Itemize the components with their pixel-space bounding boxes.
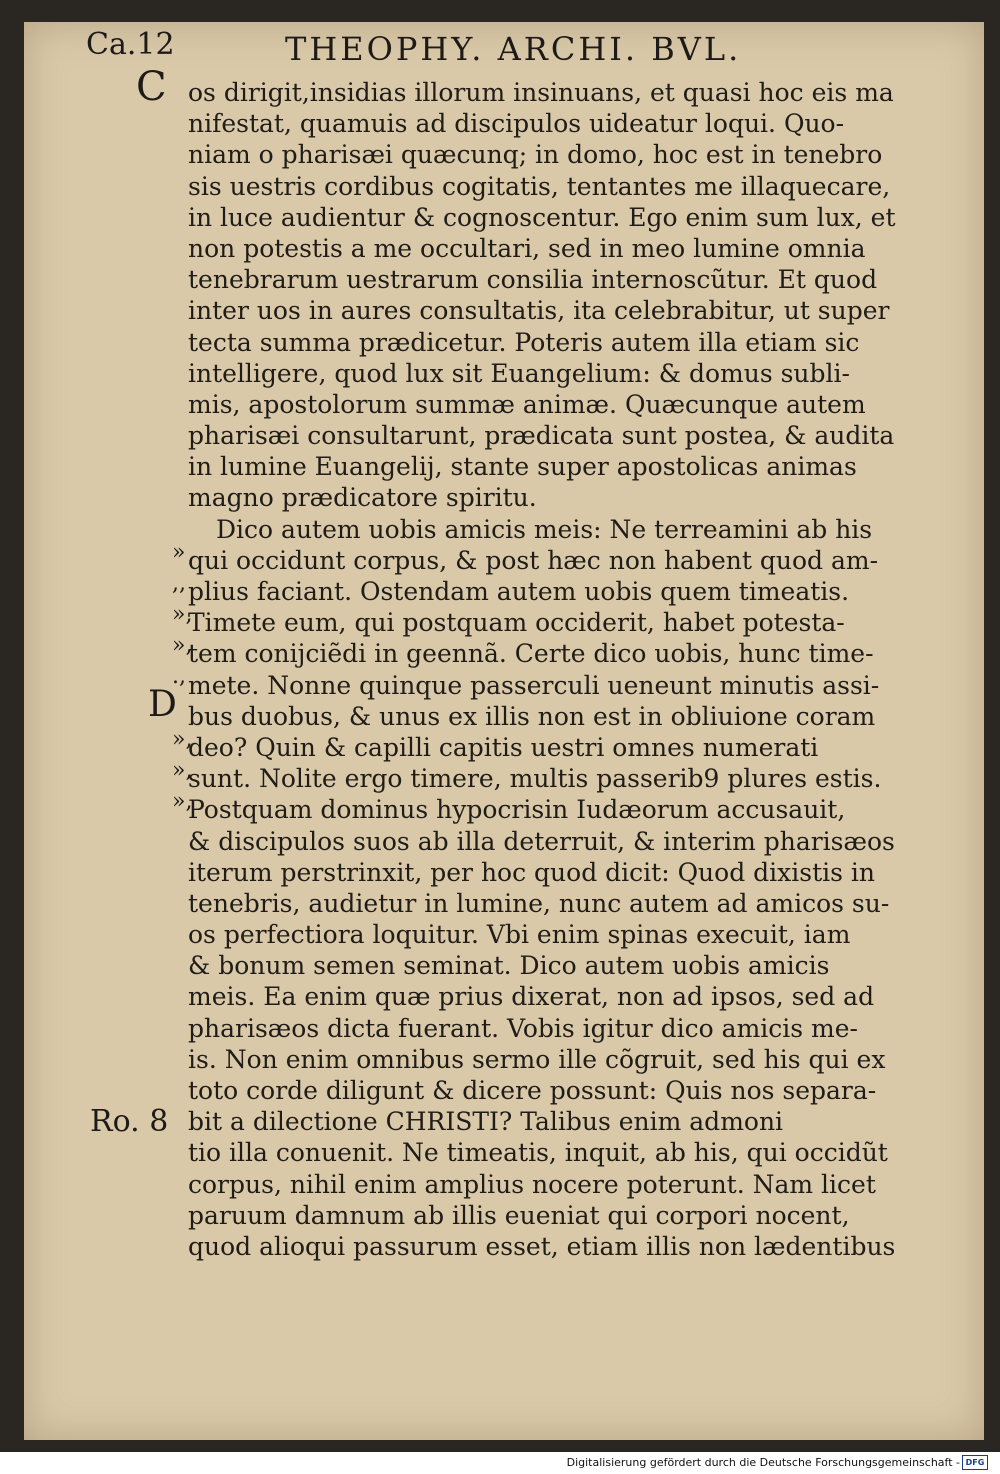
- section-letter-d: D: [148, 684, 177, 725]
- dfg-logo: DFG: [962, 1455, 988, 1470]
- text-line: paruum damnum ab illis eueniat qui corpori nocent,: [188, 1200, 850, 1230]
- text-line: Postquam dominus hypocrisin Iudæorum accusauit,: [188, 795, 846, 825]
- body-text: [188, 77, 896, 1262]
- chapter-marker: Ca.12: [86, 27, 175, 62]
- text-line: sis uestris cordibus cogitatis, tentantes me illaquecare,: [188, 171, 891, 201]
- text-line: bus duobus, & unus ex illis non est in obliuione coram: [188, 701, 876, 731]
- text-line: in lumine Euangelij, stante super apostolicas animas: [188, 452, 857, 482]
- text-line: nifestat, quamuis ad discipulos uideatur loqui. Quo-: [188, 109, 845, 139]
- text-line: qui occidunt corpus, & post hæc non habent quod am-: [188, 545, 879, 575]
- text-line: os dirigit,insidias illorum insinuans, et quasi hoc eis ma: [188, 78, 894, 107]
- text-line: deo? Quin & capilli capitis uestri omnes numerati: [188, 732, 819, 762]
- quote-mark: »,: [172, 602, 193, 627]
- text-line: meis. Ea enim quæ prius dixerat, non ad ipsos, sed ad: [188, 982, 875, 1012]
- text-line: tio illa conuenit. Ne timeatis, inquit, ab his, qui occidũt: [188, 1138, 888, 1168]
- text-line: quod alioqui passurum esset, etiam illis non lædentibus: [188, 1231, 896, 1261]
- text-line: tenebrarum uestrarum consilia internoscũtur. Et quod: [188, 265, 878, 295]
- quote-mark: .,: [172, 664, 186, 689]
- text-line: plius faciant. Ostendam autem uobis quem timeatis.: [188, 577, 850, 606]
- running-title: THEOPHY. ARCHI. BVL.: [285, 30, 742, 68]
- text-line: & bonum semen seminat. Dico autem uobis amicis: [188, 951, 830, 981]
- margin-reference: Ro. 8: [90, 1104, 169, 1139]
- text-line: os perfectiora loquitur. Vbi enim spinas execuit, iam: [188, 920, 851, 950]
- text-line: mete. Nonne quinque passerculi ueneunt minutis assi-: [188, 670, 880, 700]
- quote-mark: ,,: [172, 571, 186, 596]
- digitization-credit: Digitalisierung gefördert durch die Deutsche Forschungsgemeinschaft -: [566, 1456, 960, 1469]
- text-line: intelligere, quod lux sit Euangelium: & domus subli-: [188, 358, 850, 388]
- quote-mark: »: [172, 540, 186, 565]
- text-line: bit a dilectione CHRISTI? Talibus enim admoni: [188, 1107, 784, 1137]
- text-line: iterum perstrinxit, per hoc quod dicit: Quod dixistis in: [188, 857, 875, 887]
- text-line: mis, apostolorum summæ animæ. Quæcunque autem: [188, 389, 866, 419]
- text-line: in luce audientur & cognoscentur. Ego enim sum lux, et: [188, 202, 896, 232]
- text-line: Dico autem uobis amicis meis: Ne terreamini ab his: [216, 514, 873, 544]
- text-line: tecta summa prædicetur. Poteris autem illa etiam sic: [188, 327, 860, 357]
- text-line: magno prædicatore spiritu.: [188, 483, 537, 513]
- text-line: toto corde diligunt & dicere possunt: Quis nos separa-: [188, 1076, 877, 1105]
- quote-mark: »,: [172, 633, 193, 658]
- text-line: inter uos in aures consultatis, ita celebrabitur, ut super: [188, 296, 890, 326]
- text-line: niam o pharisæi quæcunq; in domo, hoc est in tenebro: [188, 140, 883, 170]
- quote-mark: »,: [172, 758, 193, 783]
- section-letter-c: C: [136, 64, 167, 110]
- text-line: Timete eum, qui postquam occiderit, habet potesta-: [188, 608, 845, 638]
- text-line: is. Non enim omnibus sermo ille cõgruit, sed his qui ex: [188, 1044, 886, 1074]
- text-line: tenebris, audietur in lumine, nunc autem ad amicos su-: [188, 888, 890, 918]
- text-line: non potestis a me occultari, sed in meo lumine omnia: [188, 233, 866, 263]
- quote-mark: »,: [172, 727, 193, 752]
- text-line: corpus, nihil enim amplius nocere poterunt. Nam licet: [188, 1169, 876, 1199]
- text-line: sunt. Nolite ergo timere, multis passerib9 plures estis.: [188, 764, 882, 794]
- text-line: & discipulos suos ab illa deterruit, & interim pharisæos: [188, 826, 895, 856]
- text-line: pharisæos dicta fuerant. Vobis igitur dico amicis me-: [188, 1013, 859, 1043]
- quote-mark: »,: [172, 789, 193, 814]
- text-line: pharisæi consultarunt, prædicata sunt postea, & audita: [188, 421, 895, 451]
- text-line: tem conijciẽdi in geennã. Certe dico uobis, hunc time-: [188, 639, 874, 669]
